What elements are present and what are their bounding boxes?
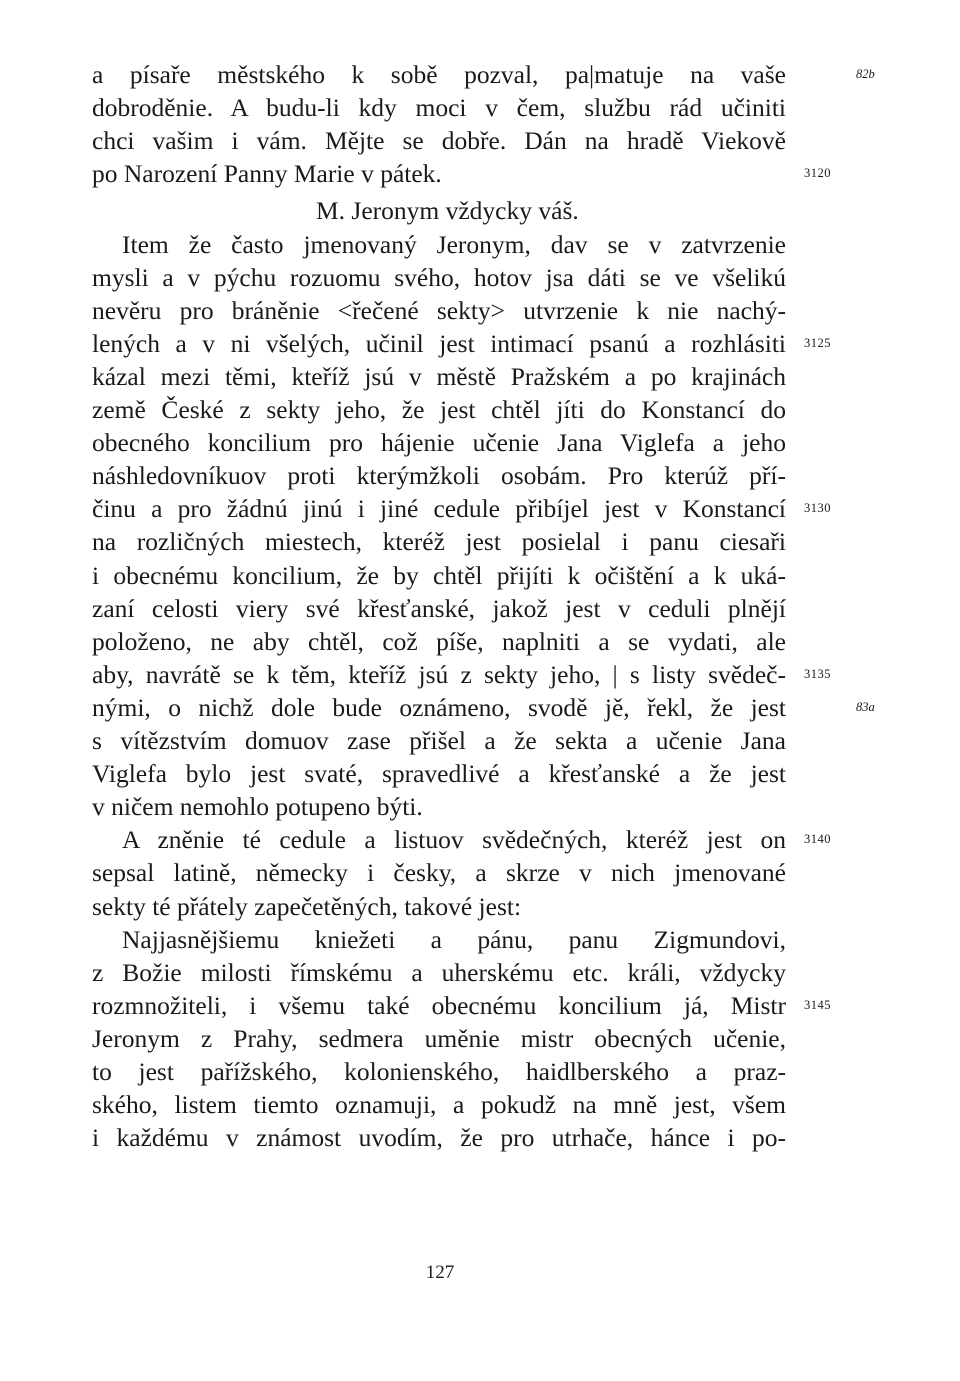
text-line: Jeronym z Prahy, sedmera uměnie mistr obecných učenie, xyxy=(92,1023,786,1053)
text-line: náshledovníkuov proti kterýmžkoli osobám. Pro kterúž pří- xyxy=(92,461,786,491)
line-number: 3125 xyxy=(804,335,831,350)
text-line: mysli a v pýchu rozuomu svého, hotov jsa dáti se ve všelikú xyxy=(92,262,786,292)
text-line: položeno, ne aby chtěl, což píše, naplniti a se vydati, ale xyxy=(92,626,786,656)
line-number: 3130 xyxy=(804,501,831,516)
text-line: a písaře městského k sobě pozval, pa|matuje na vaše xyxy=(92,60,786,89)
text-line: země České z sekty jeho, že jest chtěl jíti do Konstancí do xyxy=(92,395,786,424)
text-line: zaní celosti viery své křesťanské, jakož jest v ceduli plnějí xyxy=(92,593,786,623)
text-line: činu a pro žádnú jinú i jiné cedule přibíjel jest v Konstancí xyxy=(92,494,786,524)
text-line: nevěru pro bráněnie <řečené sekty> utvrzenie k nie nachý- xyxy=(92,295,786,325)
text-line: aby, navrátě se k těm, kteříž jsú z sekty jeho, | s listy svědeč- xyxy=(92,659,786,689)
text-line: chci vašim i vám. Mějte se dobře. Dán na hradě Viekově xyxy=(92,126,786,156)
line-number: 3145 xyxy=(804,997,831,1012)
folio-marker: 82b xyxy=(856,67,875,81)
folio-marker: 83a xyxy=(856,699,875,714)
text-line: Item že často jmenovaný Jeronym, dav se v zatvrzenie xyxy=(122,229,786,259)
text-line: nými, o nichž dole bude oznámeno, svodě jě, řekl, že jest xyxy=(92,692,786,722)
text-line: to jest pařížského, kolonienského, haidlberského a praz- xyxy=(92,1057,786,1086)
text-line: sepsal latině, německy i česky, a skrze v nich jmenované xyxy=(92,858,786,888)
text-line: i obecnému koncilium, že by chtěl přijíti k očištění a k uká- xyxy=(92,560,786,590)
text-line: po Narození Panny Marie v pátek. xyxy=(92,159,442,189)
text-line: lených a v ni všelých, učinil jest intimací psanú a rozhlásiti xyxy=(92,328,786,358)
signature-line: M. Jeronym vždycky váš. xyxy=(316,196,579,226)
page-number: 127 xyxy=(425,1262,455,1283)
text-line: Najjasnějšiemu kniežeti a pánu, panu Zigmundovi, xyxy=(122,924,786,954)
text-line: z Božie milosti římskému a uherskému etc. králi, vždycky xyxy=(92,957,786,987)
text-line: ského, listem tiemto oznamuji, a pokudž na mně jest, všem xyxy=(92,1090,786,1120)
line-number: 3120 xyxy=(804,166,831,181)
text-line: rozmnožiteli, i všemu také obecnému koncilium já, Mistr xyxy=(92,990,786,1020)
text-line: sekty té přátely zapečetěných, takové jest: xyxy=(92,891,522,921)
text-line: dobroděnie. A budu-li kdy moci v čem, službu rád učiniti xyxy=(92,93,786,123)
text-line: obecného koncilium pro hájenie učenie Jana Viglefa a jeho xyxy=(92,428,786,458)
text-line: s vítězstvím domuov zase přišel a že sekta a učenie Jana xyxy=(92,726,786,755)
text-line: Viglefa bylo jest svaté, spravedlivé a křesťanské a že jest xyxy=(92,759,786,789)
line-number: 3140 xyxy=(804,832,831,847)
line-number: 3135 xyxy=(804,666,831,681)
text-line: A zněnie té cedule a listuov svědečných, kteréž jest on xyxy=(122,825,786,855)
text-line: v ničem nemohlo potupeno býti. xyxy=(92,792,423,822)
text-line: kázal mezi těmi, kteříž jsú v městě Pražském a po krajinách xyxy=(92,361,786,391)
text-line: i každému v známost uvodím, že pro utrhače, hánce i po- xyxy=(92,1123,786,1153)
text-line: na rozličných miestech, kteréž jest posielal i panu ciesaři xyxy=(92,527,786,557)
